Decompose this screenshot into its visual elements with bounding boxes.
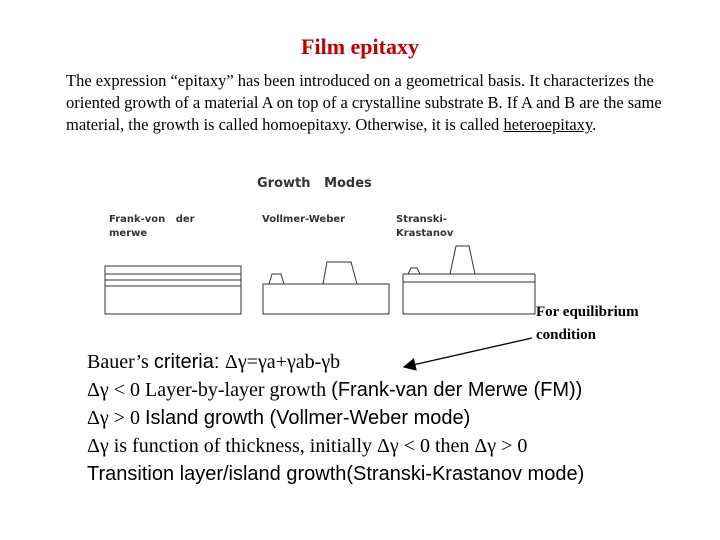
criteria-line-1 [87, 348, 707, 376]
criteria-line-2 [87, 376, 707, 404]
mode-label-sk-line2: Krastanov [396, 228, 454, 239]
mode-label-fm-line2: merwe [109, 228, 148, 239]
island-growth-condition: Δγ > 0 [87, 407, 145, 429]
criteria-intro: Bauer’s [87, 351, 154, 373]
vw-mode-label: Island growth (Vollmer-Weber mode) [144, 407, 471, 429]
layer-growth-condition: Δγ < 0 Layer-by-layer growth [87, 379, 332, 401]
criteria-line-5: Transition layer/island growth(Stranski-Krastanov mode) [87, 463, 585, 485]
fm-mode-label: (Frank-van der Merwe (FM)) [331, 379, 583, 401]
note-line-2: condition [536, 327, 597, 343]
diagram-sk [403, 246, 535, 314]
growth-modes-figure [95, 170, 555, 320]
criteria-line-4: Δγ is function of thickness, initially Δγ < 0 then Δγ > 0 [87, 435, 528, 457]
intro-paragraph [66, 70, 666, 136]
equilibrium-note [536, 301, 696, 347]
criteria-formula: Δγ=γa+γab-γb [224, 351, 341, 373]
diagram-vw [263, 262, 389, 314]
intro-text: The expression “epitaxy” has been introduced on a geometrical basis. It characterizes the oriented growth of a material A on top of a crystalline substrate B. If A and B are the same material, the growth is called homoepitaxy. Otherwise, it is called [66, 71, 662, 134]
bauer-criteria [87, 348, 707, 488]
page-title: Film epitaxy [301, 34, 419, 59]
mode-label-vw: Vollmer-Weber [262, 214, 346, 225]
heteroepitaxy-term: heteroepitaxy [503, 115, 593, 134]
criteria-word: criteria: [153, 351, 225, 373]
note-line-1: For equilibrium [536, 304, 639, 320]
criteria-line-3 [87, 404, 707, 432]
mode-label-sk: Stranski- [396, 214, 447, 225]
diagram-fm [105, 266, 241, 314]
figure-heading: Growth Modes [257, 176, 372, 191]
intro-period: . [592, 115, 597, 134]
mode-label-fm: Frank-von der [109, 214, 195, 225]
